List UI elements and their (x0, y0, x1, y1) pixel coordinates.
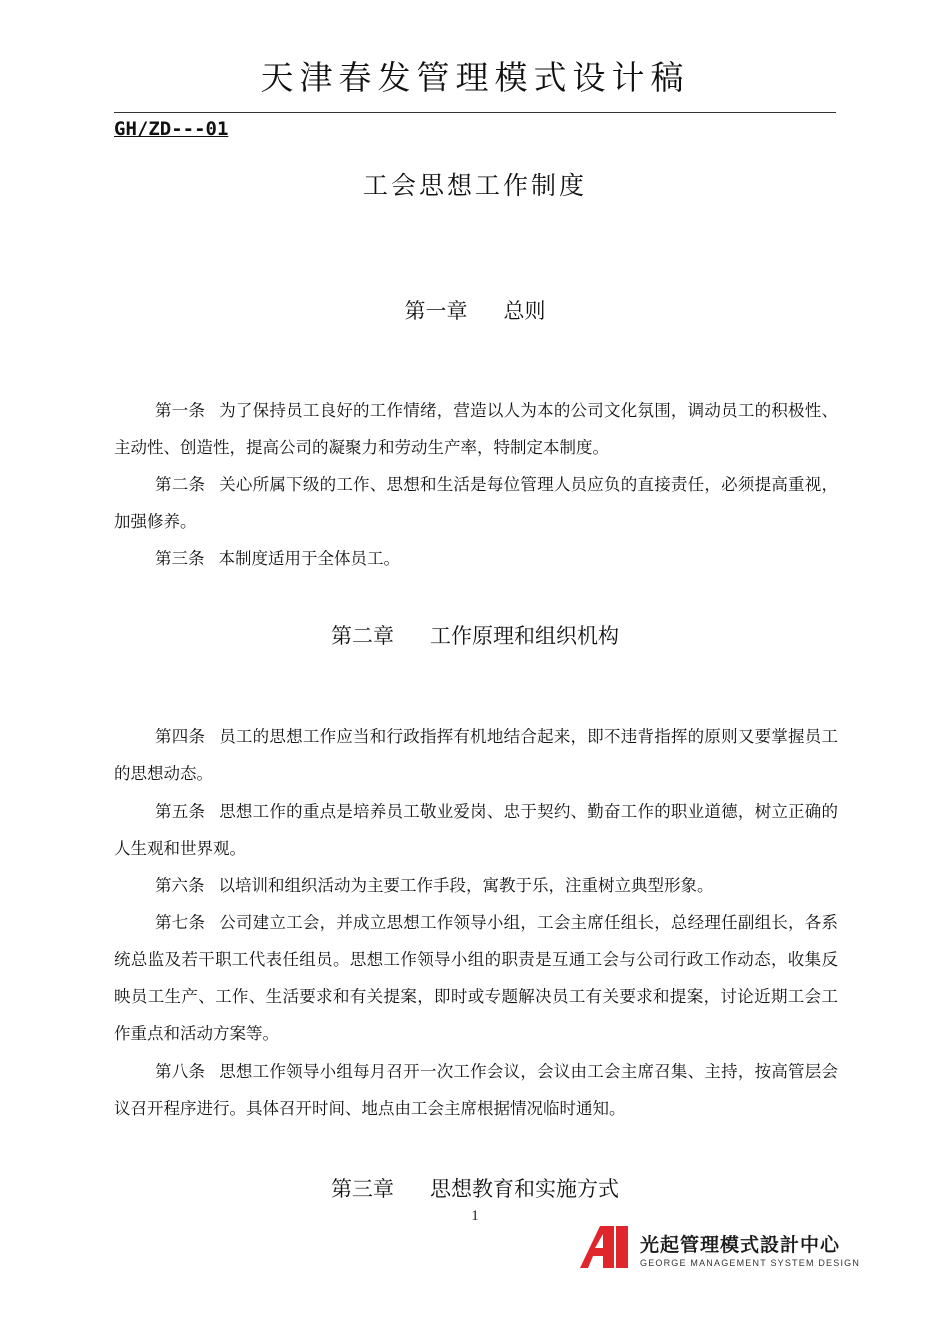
article-text: 思想工作的重点是培养员工敬业爱岗、忠于契约、勤奋工作的职业道德，树立正确的人生观和世界观。 (114, 802, 839, 858)
article-text: 关心所属下级的工作、思想和生活是每位管理人员应负的直接责任，必须提高重视，加强修养。 (114, 475, 839, 531)
article-3 (114, 540, 838, 577)
chapter-heading-3 (0, 1173, 950, 1203)
chapter-heading-2 (0, 620, 950, 650)
article-text: 公司建立工会，并成立思想工作领导小组，工会主席任组长，总经理任副组长，各系统总监及若干职工代表任组员。思想工作领导小组的职责是互通工会与公司行政工作动态，收集反映员工生产、工作、生活要求和有关提案，即时或专题解决员工有关要求和提案，讨论近期工会工作重点和活动方案等。 (114, 913, 839, 1043)
article-5 (114, 793, 838, 867)
document-code: GH/ZD---01 (114, 118, 229, 140)
article-text: 以培训和组织活动为主要工作手段，寓教于乐，注重树立典型形象。 (218, 876, 714, 895)
page-header-title: 天津春发管理模式设计稿 (260, 58, 690, 97)
article-text: 员工的思想工作应当和行政指挥有机地结合起来，即不违背指挥的原则又要掌握员工的思想动态。 (114, 727, 839, 783)
article-7 (114, 904, 838, 1052)
chapter-name: 思想教育和实施方式 (430, 1177, 619, 1201)
article-4 (114, 718, 838, 792)
article-1 (114, 392, 838, 466)
article-number: 第二条 (155, 475, 206, 494)
page-number: 1 (471, 1208, 479, 1224)
chapter-name: 总则 (503, 299, 546, 323)
article-number: 第七条 (155, 913, 206, 932)
document-title: 工会思想工作制度 (362, 171, 587, 200)
article-2 (114, 466, 838, 540)
chapter-number: 第三章 (331, 1177, 394, 1201)
article-6 (114, 867, 838, 904)
logo-english-name: GEORGE MANAGEMENT SYSTEM DESIGN (640, 1258, 861, 1268)
chapter-number: 第一章 (404, 299, 468, 323)
article-number: 第六条 (155, 876, 205, 895)
article-number: 第三条 (155, 549, 205, 568)
header-rule (114, 112, 836, 113)
chapter-number: 第二章 (331, 624, 394, 648)
company-logo (578, 1226, 861, 1272)
article-number: 第八条 (155, 1062, 206, 1081)
chapter-name: 工作原理和组织机构 (430, 624, 619, 648)
article-text: 为了保持员工良好的工作情绪，营造以人为本的公司文化氛围，调动员工的积极性、主动性、创造性，提高公司的凝聚力和劳动生产率，特制定本制度。 (114, 401, 839, 457)
article-number: 第五条 (155, 802, 206, 821)
article-number: 第四条 (155, 727, 206, 746)
article-text: 本制度适用于全体员工。 (218, 549, 400, 568)
article-number: 第一条 (155, 401, 206, 420)
article-8 (114, 1053, 838, 1127)
logo-a-mark-icon (578, 1226, 630, 1268)
logo-chinese-name: 光起管理模式設計中心 (640, 1234, 841, 1256)
chapter-heading-1 (0, 295, 950, 325)
article-text: 思想工作领导小组每月召开一次工作会议，会议由工会主席召集、主持，按高管层会议召开程序进行。具体召开时间、地点由工会主席根据情况临时通知。 (114, 1062, 839, 1118)
